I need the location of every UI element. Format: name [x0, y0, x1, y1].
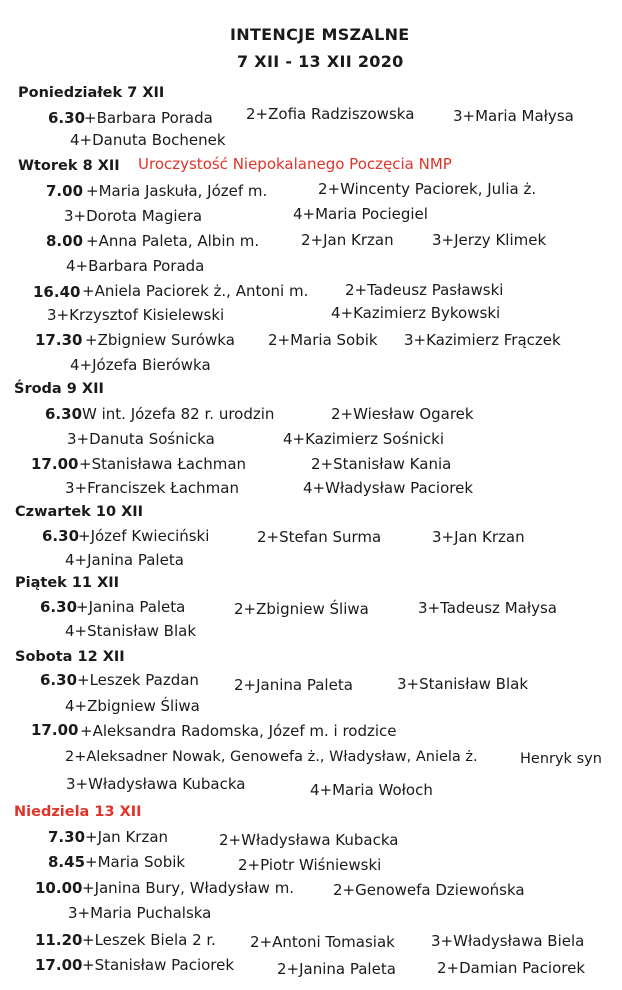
- mass-time: 7.30: [48, 828, 86, 846]
- intention: +Leszek Biela 2 r.: [82, 931, 216, 949]
- mass-time: 6.30: [48, 109, 86, 127]
- date-range: 7 XII - 13 XII 2020: [237, 52, 404, 71]
- mass-time: 6.30: [45, 405, 83, 423]
- intention: +Janina Paleta: [76, 598, 186, 616]
- intention: +Maria Jaskuła, Józef m.: [86, 182, 268, 200]
- intention: 3+Władysława Kubacka: [66, 775, 246, 793]
- day-heading-friday: Piątek 11 XII: [15, 575, 120, 591]
- day-heading-tuesday: Wtorek 8 XII: [18, 158, 120, 174]
- intention: 4+Józefa Bierówka: [70, 356, 211, 374]
- intention: 2+Stanisław Kania: [311, 455, 452, 473]
- intention: 2+Aleksadner Nowak, Genowefa ż., Władysław, Aniela ż.: [65, 749, 478, 765]
- intention: 3+Danuta Sośnicka: [67, 430, 215, 448]
- intention: +Barbara Porada: [84, 109, 213, 127]
- intention: 2+Genowefa Dziewońska: [333, 881, 525, 899]
- intention: 3+Stanisław Blak: [397, 675, 529, 693]
- intention: 2+Tadeusz Pasławski: [345, 281, 504, 299]
- intention: 2+Damian Paciorek: [437, 959, 586, 977]
- intention: 4+Zbigniew Śliwa: [65, 697, 200, 715]
- intention: +Zbigniew Surówka: [85, 331, 235, 349]
- mass-time: 17.00: [35, 956, 83, 974]
- intention: 4+Kazimierz Bykowski: [331, 304, 501, 322]
- intention: 2+Piotr Wiśniewski: [238, 856, 382, 874]
- mass-time: 6.30: [40, 671, 78, 689]
- intention: 2+Stefan Surma: [257, 528, 382, 546]
- mass-time: 16.40: [33, 283, 81, 301]
- mass-time: 8.00: [46, 232, 84, 250]
- intention: 2+Antoni Tomasiak: [250, 933, 395, 951]
- intention: 2+Zbigniew Śliwa: [234, 600, 369, 618]
- intention: +Stanisław Paciorek: [82, 956, 235, 974]
- feast-name: Uroczystość Niepokalanego Poczęcia NMP: [138, 155, 452, 173]
- intention: 4+Maria Pociegiel: [293, 205, 428, 223]
- intention: 2+Wincenty Paciorek, Julia ż.: [318, 180, 537, 198]
- intention: Henryk syn: [520, 751, 602, 767]
- intention: +Anna Paleta, Albin m.: [86, 232, 260, 250]
- intention: 2+Maria Sobik: [268, 331, 378, 349]
- intention: W int. Józefa 82 r. urodzin: [82, 405, 275, 423]
- intention: +Stanisława Łachman: [79, 455, 247, 473]
- page-title: INTENCJE MSZALNE: [230, 25, 410, 44]
- mass-time: 17.30: [35, 331, 83, 349]
- intention: 2+Janina Paleta: [234, 676, 353, 694]
- mass-time: 17.00: [31, 721, 79, 739]
- mass-time: 8.45: [48, 853, 86, 871]
- intention: 4+Barbara Porada: [66, 257, 205, 275]
- day-heading-sunday: Niedziela 13 XII: [14, 804, 142, 820]
- mass-time: 7.00: [46, 182, 84, 200]
- intention: 2+Janina Paleta: [277, 960, 396, 978]
- intention: 3+Franciszek Łachman: [65, 479, 239, 497]
- intention: 4+Janina Paleta: [65, 551, 184, 569]
- intention: 4+Maria Wołoch: [310, 781, 433, 799]
- day-heading-thursday: Czwartek 10 XII: [15, 504, 144, 520]
- intention: +Janina Bury, Władysław m.: [82, 879, 295, 897]
- intention: 2+Jan Krzan: [301, 231, 394, 249]
- mass-time: 11.20: [35, 931, 83, 949]
- mass-time: 17.00: [31, 455, 79, 473]
- day-heading-monday: Poniedziałek 7 XII: [18, 85, 165, 101]
- intention: 3+Dorota Magiera: [64, 207, 203, 225]
- mass-time: 10.00: [35, 879, 83, 897]
- mass-time: 6.30: [40, 598, 78, 616]
- intention: 3+Maria Małysa: [453, 107, 574, 125]
- intention: +Maria Sobik: [85, 853, 186, 871]
- intention: 3+Maria Puchalska: [68, 904, 212, 922]
- intention: +Aniela Paciorek ż., Antoni m.: [82, 282, 309, 300]
- intention: 2+Zofia Radziszowska: [246, 105, 415, 123]
- day-heading-saturday: Sobota 12 XII: [15, 649, 125, 665]
- intention: 3+Kazimierz Frączek: [404, 331, 561, 349]
- intention: 3+Jan Krzan: [432, 528, 525, 546]
- intention: 4+Danuta Bochenek: [70, 131, 226, 149]
- intention: +Leszek Pazdan: [77, 671, 199, 689]
- intention: +Aleksandra Radomska, Józef m. i rodzice: [80, 722, 397, 740]
- day-heading-wednesday: Środa 9 XII: [14, 381, 104, 397]
- intention: 4+Kazimierz Sośnicki: [283, 430, 445, 448]
- intention: 3+Tadeusz Małysa: [418, 599, 557, 617]
- intention: +Jan Krzan: [85, 828, 169, 846]
- intention: 2+Władysława Kubacka: [219, 831, 399, 849]
- intention: 3+Jerzy Klimek: [432, 231, 547, 249]
- intention: 4+Władysław Paciorek: [303, 479, 474, 497]
- intention: +Józef Kwieciński: [78, 527, 210, 545]
- intention: 3+Krzysztof Kisielewski: [47, 306, 225, 324]
- intention: 3+Władysława Biela: [431, 932, 585, 950]
- intention: 2+Wiesław Ogarek: [331, 405, 474, 423]
- intention: 4+Stanisław Blak: [65, 622, 197, 640]
- mass-time: 6.30: [42, 527, 80, 545]
